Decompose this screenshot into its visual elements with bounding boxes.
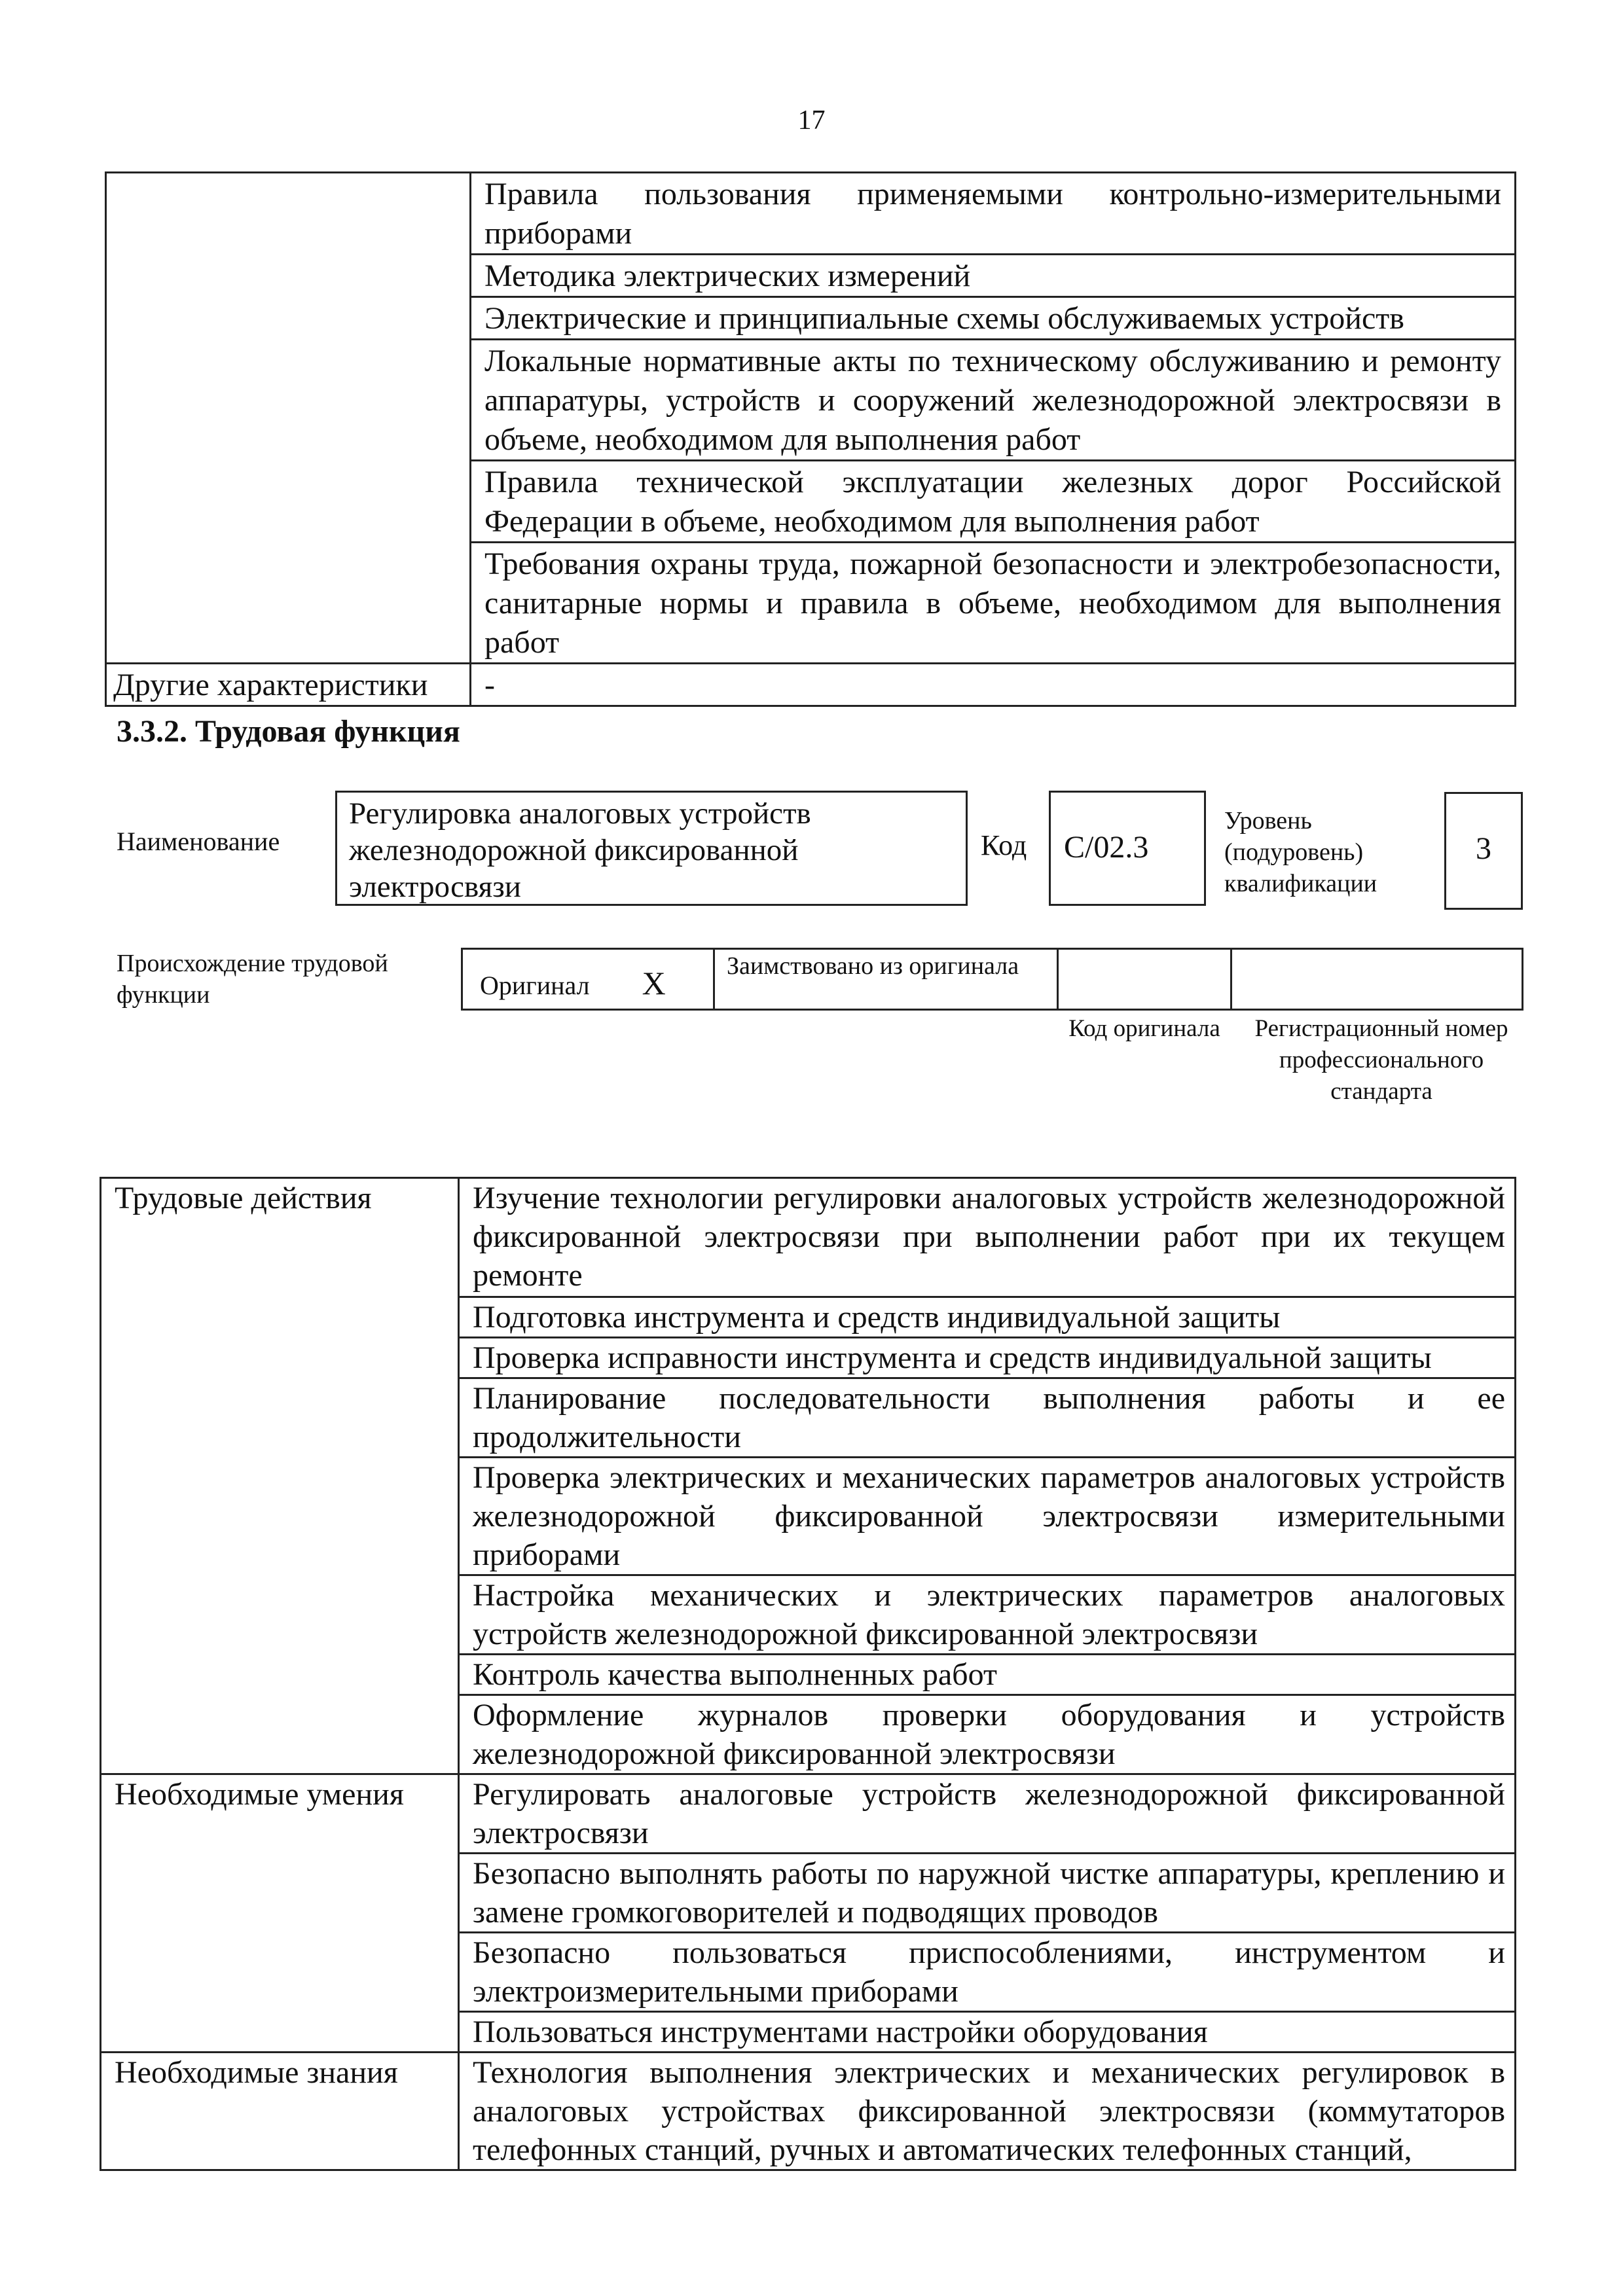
table-row: Методика электрических измерений [471,255,1516,297]
origin-label: Происхождение трудовой функции [117,950,388,1009]
level-label: Уровень (подуровень) квалификации [1224,807,1377,897]
page-number: 17 [797,105,826,135]
empty-header-cell [106,173,471,664]
table-row: Пользоваться инструментами настройки оборудования [459,2012,1516,2053]
table-row: Технология выполнения электрических и механических регулировок в аналоговых устройствах фиксированной электросвязи (коммутаторов телефонных станций, ручных и автоматических телефонных станций, [459,2053,1516,2170]
original-label: Оригинал [480,971,590,1000]
table-row: Планирование последовательности выполнения работы и ее продолжительности [459,1378,1516,1458]
name-label: Наименование [117,827,280,856]
other-characteristics-label: Другие характеристики [106,664,471,706]
level-field: 3 [1444,792,1523,910]
original-mark: X [642,965,666,1001]
table-row: Проверка электрических и механических параметров аналоговых устройств железнодорожной фиксированной электросвязи измерительными приборами [459,1458,1516,1575]
table-row: Подготовка инструмента и средств индивидуальной защиты [459,1297,1516,1338]
original-code-field [1057,948,1232,1011]
table-row: Контроль качества выполненных работ [459,1655,1516,1695]
table-row: Проверка исправности инструмента и средств индивидуальной защиты [459,1338,1516,1378]
original-code-caption: Код оригинала [1068,1015,1220,1042]
group-label: Необходимые умения [101,1774,459,2053]
function-name-field: Регулировка аналоговых устройств железнодорожной фиксированной электросвязи [335,791,968,906]
table-row: Безопасно пользоваться приспособлениями, инструментом и электроизмерительными приборами [459,1933,1516,2012]
knowledge-table-continued [105,171,1516,707]
table-row: Безопасно выполнять работы по наружной чистке аппаратуры, креплению и замене громкоговорителей и подводящих проводов [459,1854,1516,1933]
table-row: Регулировать аналоговые устройств железнодорожной фиксированной электросвязи [459,1774,1516,1854]
group-label: Необходимые знания [101,2053,459,2170]
code-label: Код [981,829,1027,861]
table-row: Правила пользования применяемыми контрольно-измерительными приборами [471,173,1516,255]
registration-number-field [1230,948,1523,1011]
table-row: Электрические и принципиальные схемы обслуживаемых устройств [471,297,1516,340]
registration-number-caption: Регистрационный номер профессионального стандарта [1254,1015,1508,1105]
table-row: Требования охраны труда, пожарной безопасности и электробезопасности, санитарные нормы и правила в объеме, необходимом для выполнения работ [471,543,1516,664]
table-row: Изучение технологии регулировки аналоговых устройств железнодорожной фиксированной электросвязи при выполнении работ при их текущем ремонте [459,1178,1516,1297]
group-label: Трудовые действия [101,1178,459,1774]
other-characteristics-value: - [471,664,1516,706]
code-field: C/02.3 [1049,791,1206,906]
table-row: Оформление журналов проверки оборудования и устройств железнодорожной фиксированной электросвязи [459,1695,1516,1774]
borrowed-cell: Заимствовано из оригинала [713,948,1059,1011]
original-cell [461,948,715,1011]
labor-function-table [100,1177,1516,2171]
table-row: Настройка механических и электрических параметров аналоговых устройств железнодорожной фиксированной электросвязи [459,1575,1516,1655]
section-title: 3.3.2. Трудовая функция [117,714,460,749]
table-row: Локальные нормативные акты по техническому обслуживанию и ремонту аппаратуры, устройств и сооружений железнодорожной электросвязи в объеме, необходимом для выполнения работ [471,340,1516,461]
table-row: Правила технической эксплуатации железных дорог Российской Федерации в объеме, необходимом для выполнения работ [471,461,1516,543]
